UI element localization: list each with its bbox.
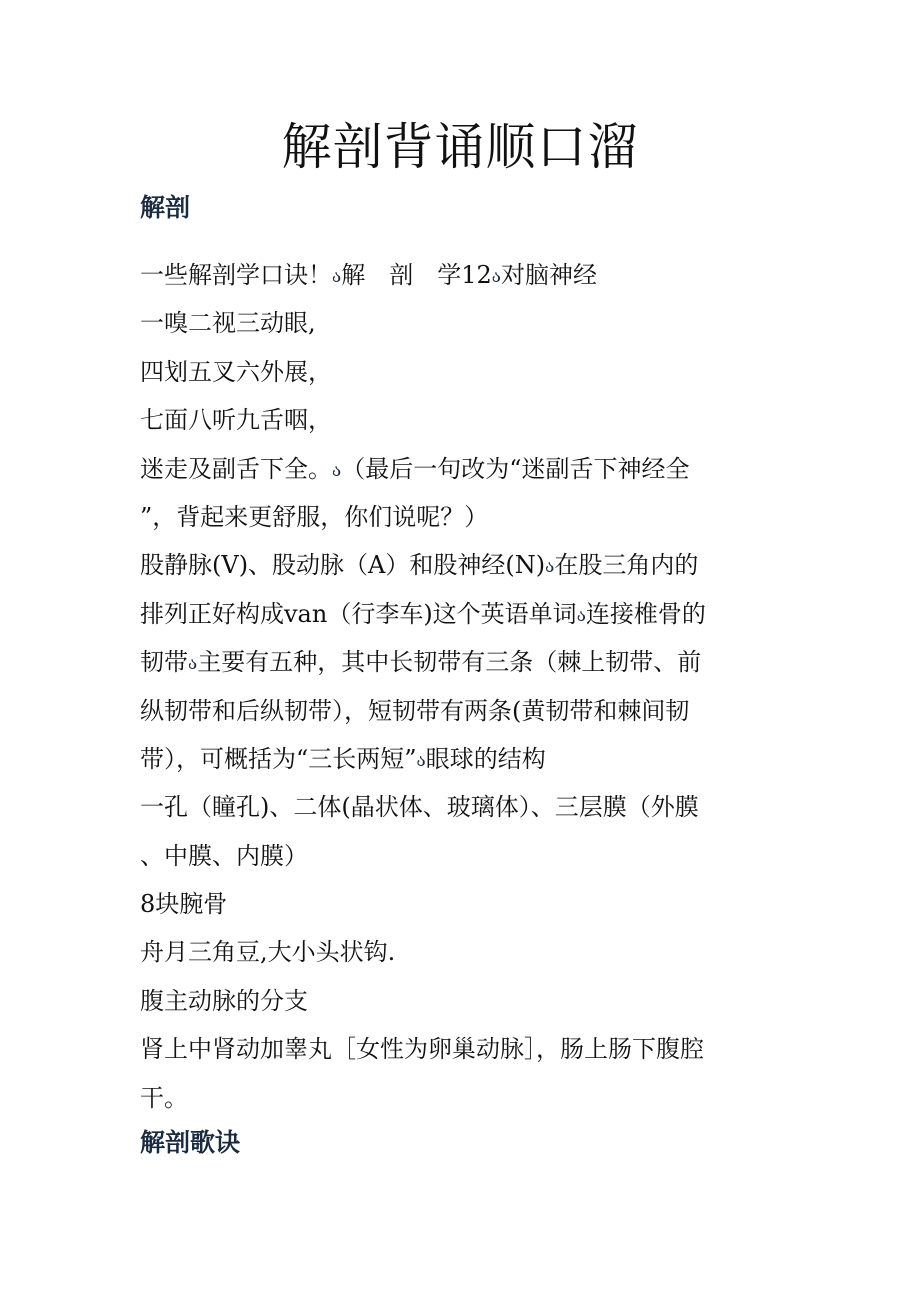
text-fragment: 干。 [140,1083,188,1112]
bullet-glyph-icon: ა [332,267,342,287]
text-line [140,541,780,589]
text-fragment: 七面八听九舌咽， [140,406,332,435]
body-text [140,251,780,1122]
text-line [140,638,780,686]
bullet-glyph-icon: ა [188,654,198,675]
section-heading: 解剖 [140,193,191,222]
text-line [140,348,780,396]
text-line [140,735,780,783]
text-line [140,445,780,493]
document-title: 解剖背诵顺口溜 [281,118,639,176]
text-fragment: 一孔（瞳孔)、二体(晶状体、玻璃体）、三层膜（外膜 [140,793,699,822]
text-fragment: 韧带 [140,648,188,677]
text-fragment: 迷走及副舌下全。 [140,454,332,483]
text-line [140,880,780,928]
text-fragment: 股静脉(Ⅴ)、股动脉（A）和股神经(N) [140,551,546,580]
text-line [140,251,780,299]
text-line [140,783,780,831]
text-line [140,493,780,541]
text-fragment: 四划五叉六外展， [140,357,332,386]
text-fragment: 、中膜、内膜） [140,841,308,870]
section-heading-2: 解剖歌诀 [140,1128,241,1157]
bullet-glyph-icon: ა [576,605,586,626]
bullet-glyph-icon: ა [416,750,426,771]
text-fragment: 排列正好构成van（行李车)这个英语单词 [140,599,577,628]
text-fragment: 带），可概括为“三长两短” [140,744,417,773]
text-fragment: 腹主动脉的分支 [140,986,308,1015]
text-line [140,928,780,976]
text-fragment: 解 剖 学12 [341,261,492,289]
text-fragment: 肾上中肾动加睾丸［女性为卵巢动脉］，肠上肠下腹腔 [140,1035,704,1064]
text-fragment: 一嗅二视三动眼, [140,309,316,338]
text-fragment: ”，背起来更舒服，你们说呢？） [140,502,489,531]
text-line [140,1074,780,1122]
text-fragment: 在股三角内的 [554,551,699,580]
bullet-glyph-icon: ა [545,557,555,578]
text-fragment: 一些解剖学口诀！ [140,261,332,289]
text-fragment: 纵韧带和后纵韧带），短韧带有两条(黄韧带和棘间韧 [140,696,690,725]
bullet-glyph-icon: ა [332,460,342,481]
text-fragment: 眼球的结构 [425,744,546,773]
text-line [140,299,780,347]
text-fragment: （最后一句改为“迷副舌下神经全 [341,454,690,483]
bullet-glyph-icon: ა [491,267,501,287]
text-fragment: 对脑神经 [500,261,597,289]
text-fragment: 主要有五种，其中长韧带有三条（棘上韧带、前 [197,648,702,677]
text-line [140,832,780,880]
text-line [140,1025,780,1073]
text-line [140,977,780,1025]
text-fragment: 连接椎骨的 [585,599,706,628]
text-fragment: 8块腕骨 [140,890,228,919]
text-line [140,687,780,735]
text-fragment: 舟月三角豆,大小头状钩. [140,938,396,967]
text-line [140,590,780,638]
text-line [140,396,780,444]
